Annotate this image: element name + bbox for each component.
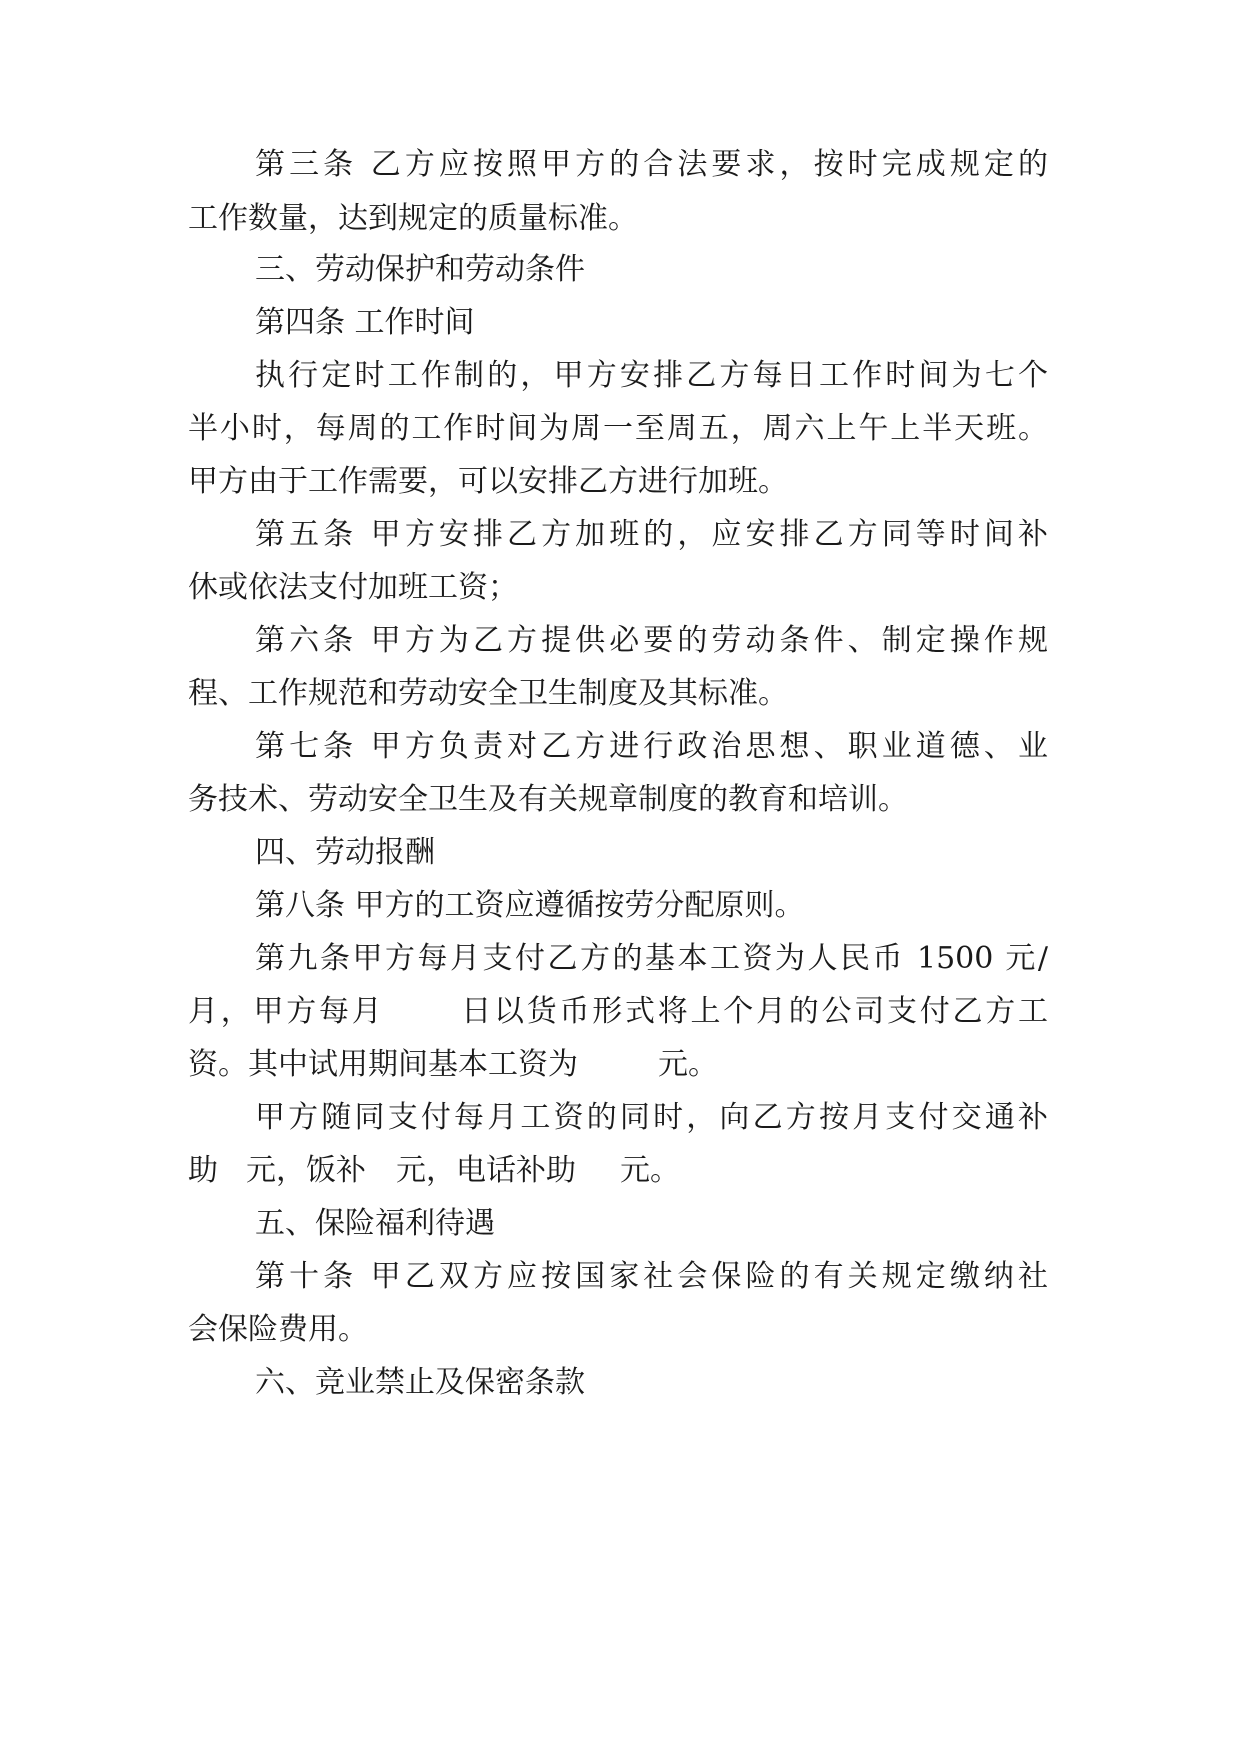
- allowance-line-2-b: 元，饭补: [246, 1153, 366, 1188]
- section-6-heading: 六、竞业禁止及保密条款: [255, 1365, 585, 1400]
- allowance-line-1: 甲方随同支付每月工资的同时，向乙方按月支付交通补: [255, 1100, 1048, 1135]
- article-5-line-2: 休或依法支付加班工资；: [188, 570, 518, 605]
- article-9-line-2: [188, 990, 1048, 1034]
- article-6-line-1: 第六条 甲方为乙方提供必要的劳动条件、制定操作规: [255, 623, 1048, 658]
- allowance-line-2-d: 元。: [620, 1153, 680, 1188]
- article-3-line-1: 第三条 乙方应按照甲方的合法要求，按时完成规定的: [255, 147, 1048, 182]
- allowance-line-2-a: 助: [188, 1153, 218, 1188]
- article-7-line-1: 第七条 甲方负责对乙方进行政治思想、职业道德、业: [255, 729, 1048, 764]
- section-4-heading: 四、劳动报酬: [255, 835, 435, 870]
- article-9-line-3-before: 资。其中试用期间基本工资为: [188, 1047, 578, 1082]
- article-3-line-2: 工作数量，达到规定的质量标准。: [188, 201, 638, 236]
- article-7-line-2: 务技术、劳动安全卫生及有关规章制度的教育和培训。: [188, 782, 908, 817]
- article-4-heading: 第四条 工作时间: [255, 305, 475, 340]
- article-5-line-1: 第五条 甲方安排乙方加班的，应安排乙方同等时间补: [255, 517, 1048, 552]
- article-9-line-3-after: 元。: [658, 1047, 718, 1082]
- article-10-line-1: 第十条 甲乙双方应按国家社会保险的有关规定缴纳社: [255, 1259, 1048, 1294]
- article-4-line-3: 甲方由于工作需要，可以安排乙方进行加班。: [188, 464, 788, 499]
- article-4-line-2: 半小时，每周的工作时间为周一至周五，周六上午上半天班。: [188, 411, 1048, 446]
- article-9-line-1: 第九条甲方每月支付乙方的基本工资为人民币 1500 元/: [255, 941, 1048, 976]
- section-3-heading: 三、劳动保护和劳动条件: [255, 252, 585, 287]
- article-9-line-2-after: 日以货币形式将上个月的公司支付乙方工: [458, 994, 1048, 1029]
- article-4-line-1: 执行定时工作制的，甲方安排乙方每日工作时间为七个: [255, 358, 1048, 393]
- article-10-line-2: 会保险费用。: [188, 1312, 368, 1347]
- article-8-line-1: 第八条 甲方的工资应遵循按劳分配原则。: [255, 888, 805, 923]
- article-9-line-3: [188, 1043, 1048, 1087]
- section-5-heading: 五、保险福利待遇: [255, 1206, 495, 1241]
- allowance-line-2: [188, 1149, 1048, 1193]
- article-9-line-2-before: 月，甲方每月: [188, 994, 385, 1029]
- allowance-line-2-c: 元，电话补助: [396, 1153, 576, 1188]
- article-6-line-2: 程、工作规范和劳动安全卫生制度及其标准。: [188, 676, 788, 711]
